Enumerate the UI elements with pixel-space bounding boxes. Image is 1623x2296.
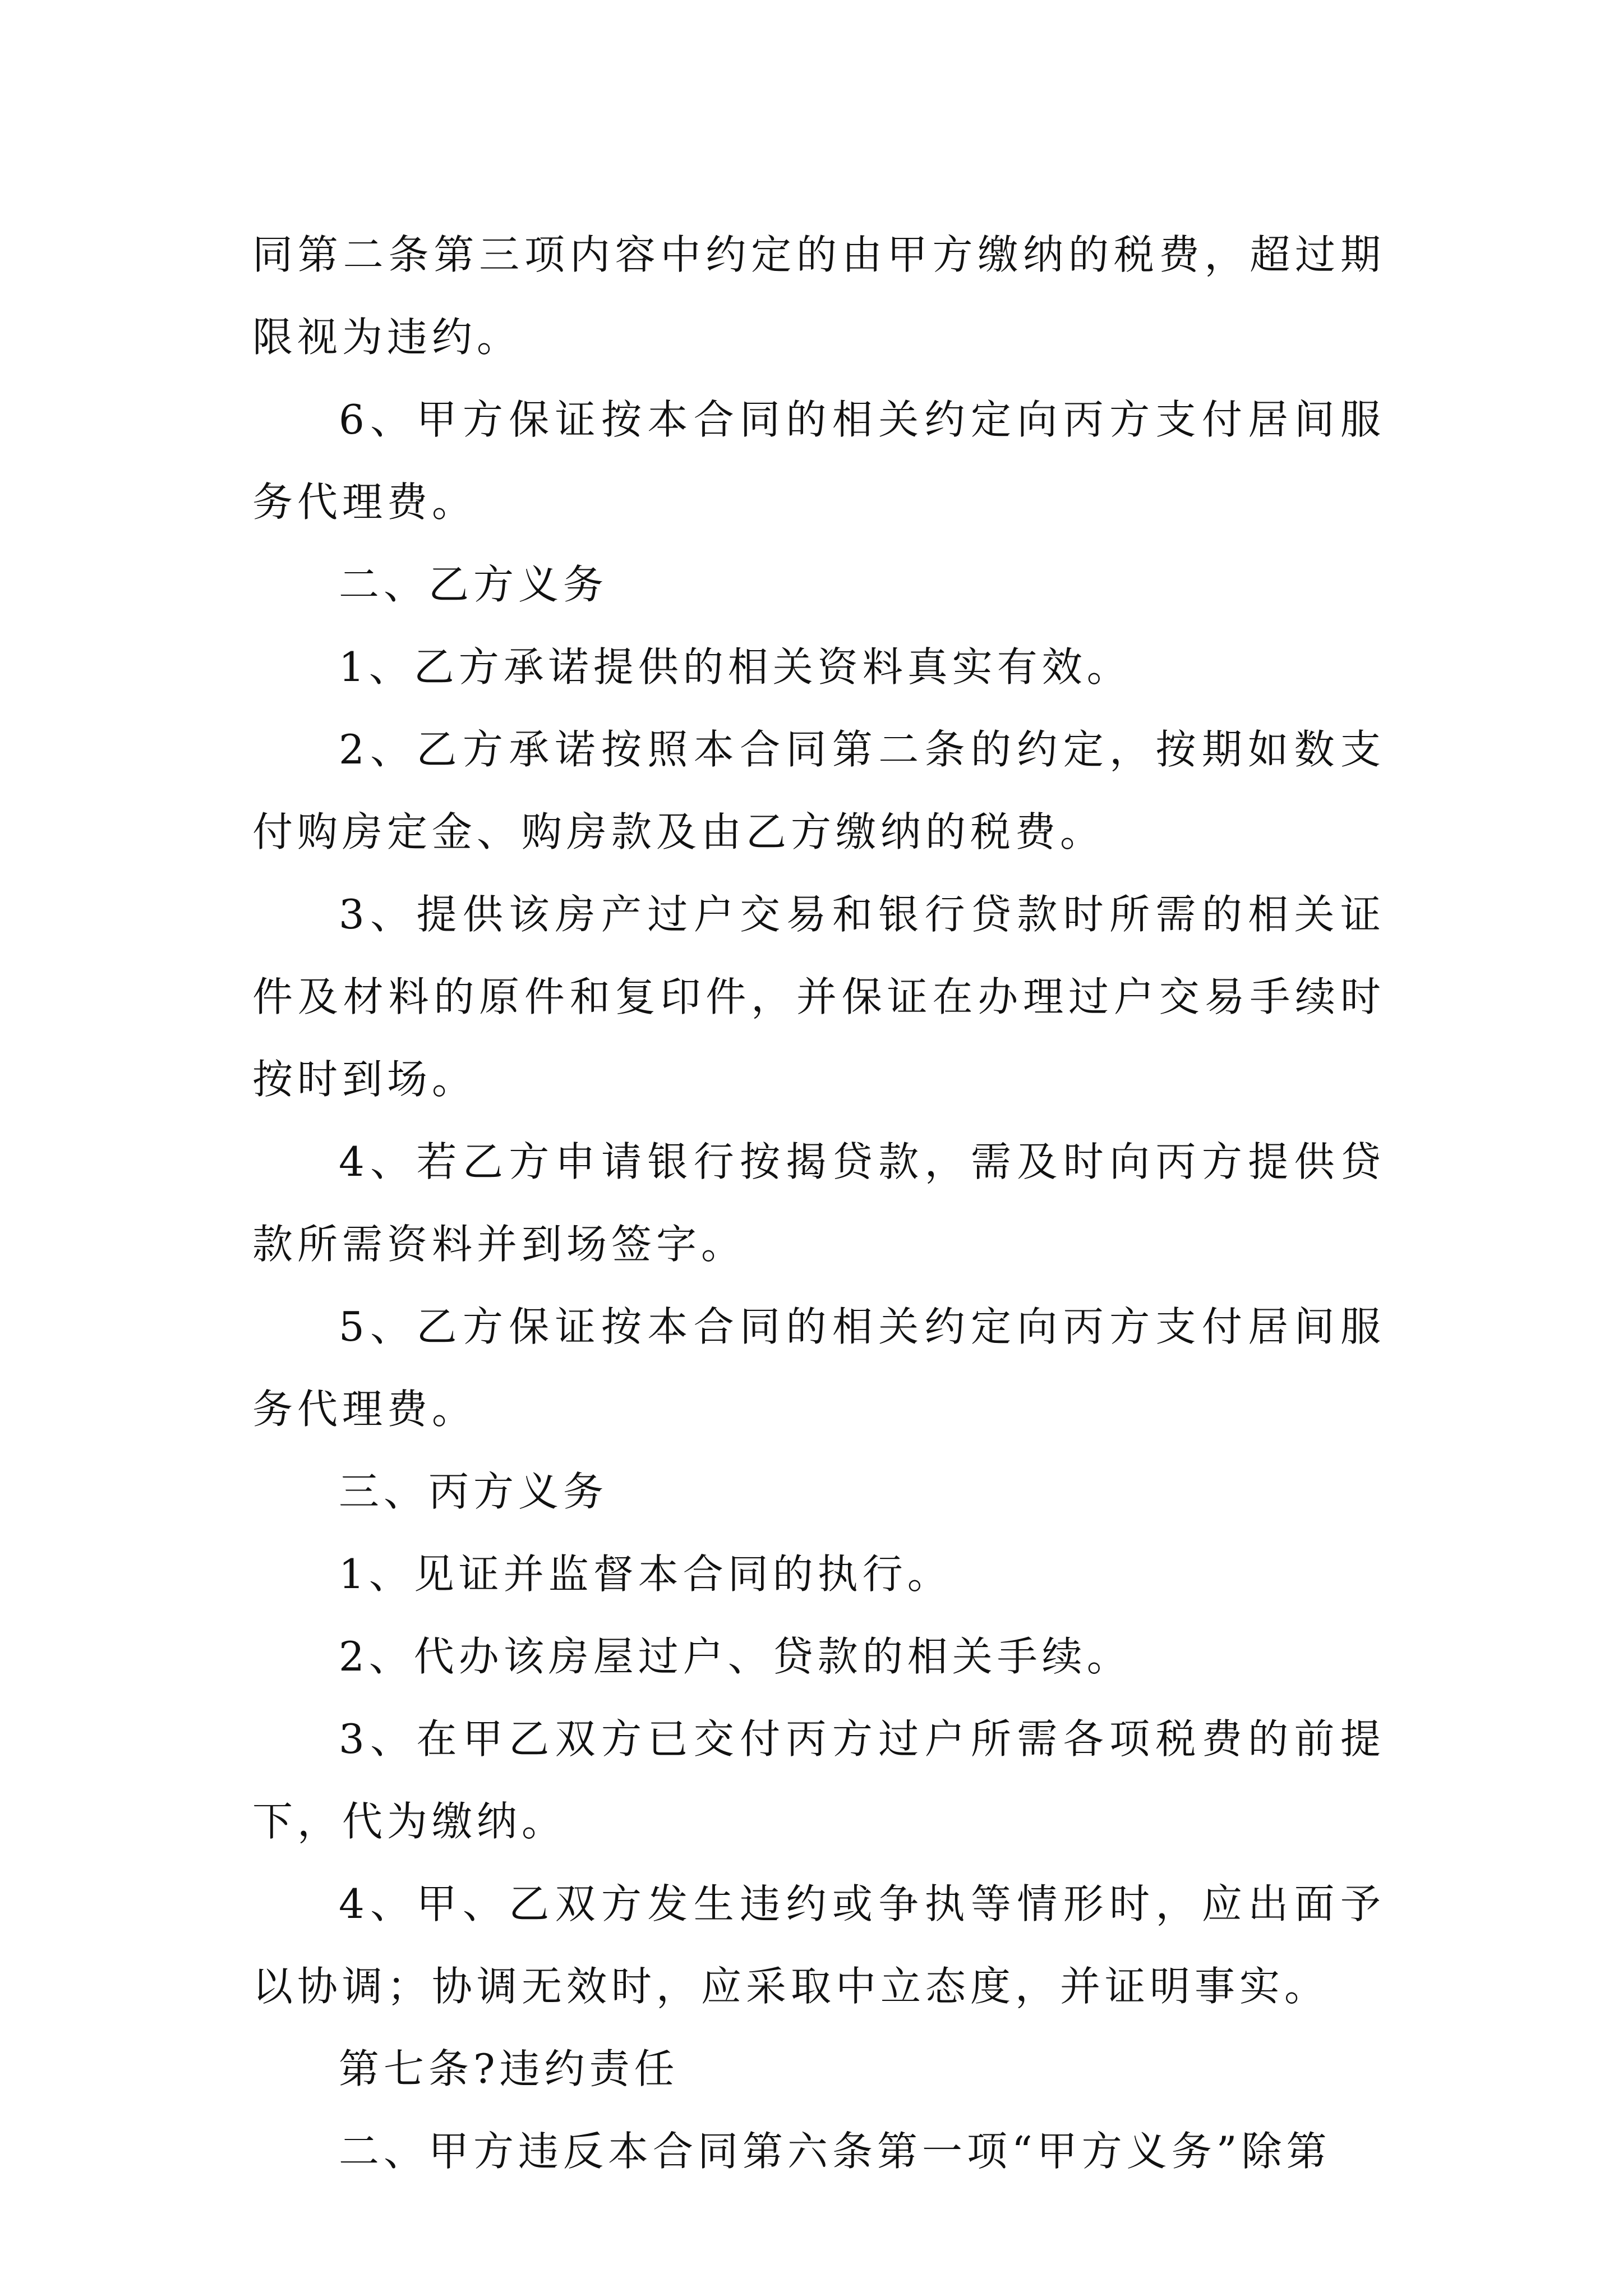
- paragraph-seller-breach: 二、甲方违反本合同第六条第一项“甲方义务”除第: [339, 2128, 1331, 2175]
- paragraph-buyer-provide-materials: 3、提供该房产过户交易和银行贷款时所需的相关证件及材料的原件和复印件，并保证在办理过户交易手续时按时到场。: [252, 891, 1385, 1103]
- paragraph-agent-procedures: 2、代办该房屋过户、贷款的相关手续。: [339, 1633, 1132, 1680]
- paragraph-buyer-agency-fee: 5、乙方保证按本合同的相关约定向丙方支付居间服务代理费。: [252, 1303, 1385, 1433]
- paragraph-buyer-mortgage: 4、若乙方申请银行按揭贷款，需及时向丙方提供贷款所需资料并到场签字。: [252, 1138, 1385, 1268]
- heading-buyer-obligations: 二、乙方义务: [339, 561, 608, 608]
- heading-agent-obligations: 三、丙方义务: [339, 1468, 608, 1515]
- paragraph-buyer-true-documents: 1、乙方承诺提供的相关资料真实有效。: [339, 643, 1132, 691]
- paragraph-seller-tax-deadline: 同第二条第三项内容中约定的由甲方缴纳的税费，超过期限视为违约。: [252, 231, 1385, 361]
- paragraph-seller-agency-fee: 6、甲方保证按本合同的相关约定向丙方支付居间服务代理费。: [252, 396, 1385, 526]
- paragraph-agent-mediate: 4、甲、乙双方发生违约或争执等情形时，应出面予以协调；协调无效时，应采取中立态度，并证明事实。: [252, 1880, 1385, 2010]
- paragraph-agent-supervise: 1、见证并监督本合同的执行。: [339, 1550, 952, 1598]
- paragraph-agent-pay-taxes: 3、在甲乙双方已交付丙方过户所需各项税费的前提下，代为缴纳。: [252, 1715, 1385, 1845]
- document-body: [252, 214, 1385, 2193]
- paragraph-buyer-payment: 2、乙方承诺按照本合同第二条的约定，按期如数支付购房定金、购房款及由乙方缴纳的税费。: [252, 726, 1385, 855]
- heading-article-seven: 第七条?违约责任: [339, 2045, 679, 2092]
